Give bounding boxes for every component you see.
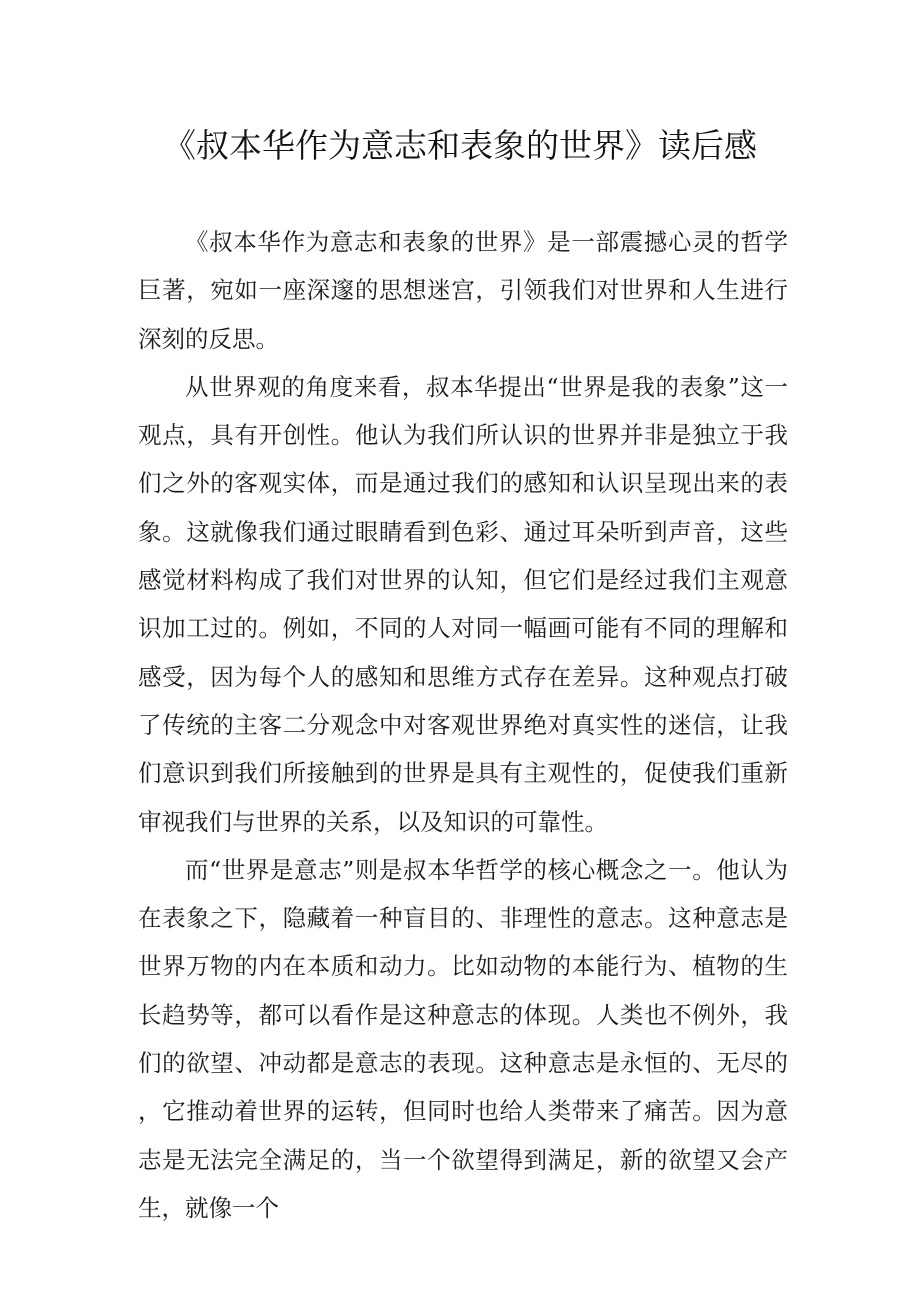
document-body (138, 218, 788, 1232)
paragraph-will: 而“世界是意志”则是叔本华哲学的核心概念之一。他认为在表象之下，隐藏着一种盲目的、非理性的意志。这种意志是世界万物的内在本质和动力。比如动物的本能行为、植物的生长趋势等，都可以看作是这种意志的体现。人类也不例外，我们的欲望、冲动都是意志的表现。这种意志是永恒的、无尽的，它推动着世界的运转，但同时也给人类带来了痛苦。因为意志是无法完全满足的，当一个欲望得到满足，新的欲望又会产生，就像一个 (138, 855, 788, 1222)
paragraph-intro: 《叔本华作为意志和表象的世界》是一部震撼心灵的哲学巨著，宛如一座深邃的思想迷宫，引领我们对世界和人生进行深刻的反思。 (138, 228, 788, 353)
document-title: 《叔本华作为意志和表象的世界》读后感 (163, 126, 757, 165)
paragraph-worldview: 从世界观的角度来看，叔本华提出“世界是我的表象”这一观点，具有开创性。他认为我们所认识的世界并非是独立于我们之外的客观实体，而是通过我们的感知和认识呈现出来的表象。这就像我们通过眼睛看到色彩、通过耳朵听到声音，这些感觉材料构成了我们对世界的认知，但它们是经过我们主观意识加工过的。例如，不同的人对同一幅画可能有不同的理解和感受，因为每个人的感知和思维方式存在差异。这种观点打破了传统的主客二分观念中对客观世界绝对真实性的迷信，让我们意识到我们所接触到的世界是具有主观性的，促使我们重新审视我们与世界的关系，以及知识的可靠性。 (138, 372, 788, 836)
